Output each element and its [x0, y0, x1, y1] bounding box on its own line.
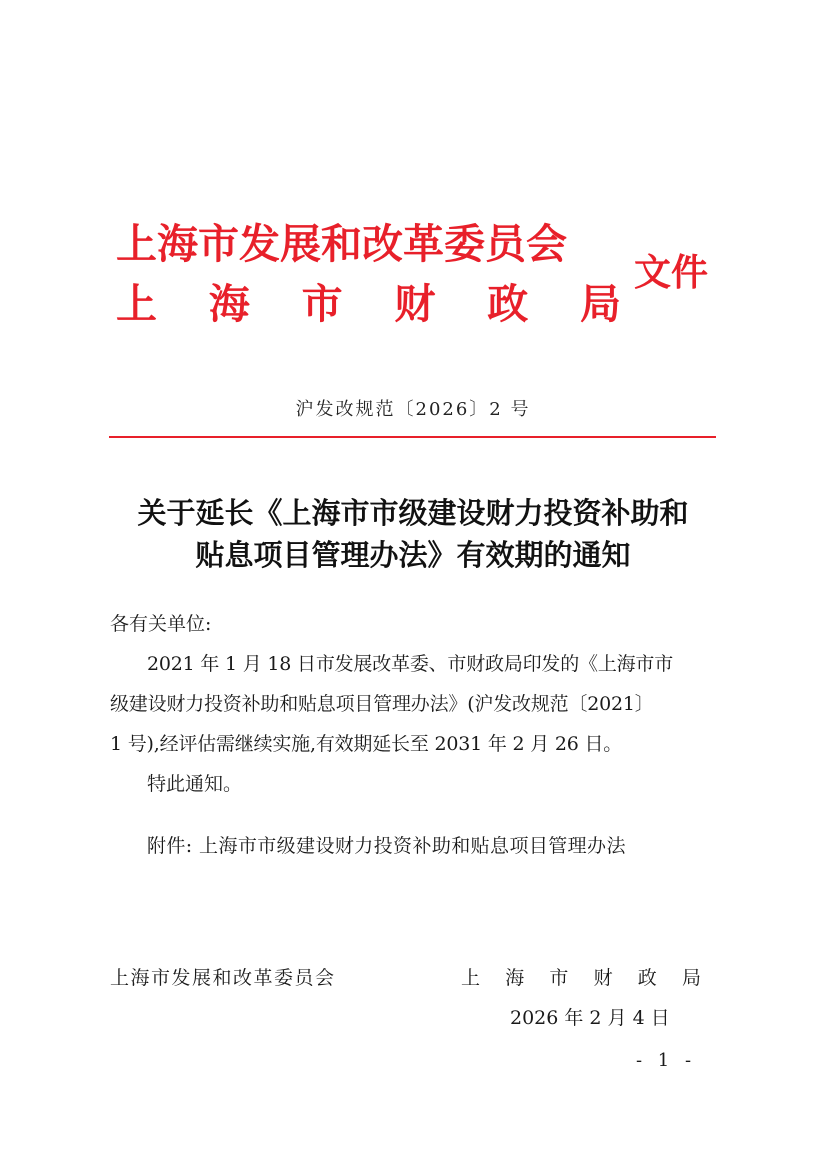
signature-char: 财 [593, 967, 613, 989]
letterhead-char: 财 [394, 280, 436, 328]
document-number: 沪发改规范〔2026〕2 号 [295, 399, 531, 420]
letterhead-doc-type: 文件 [634, 250, 708, 294]
body-paragraph-line: 级建设财力投资补助和贴息项目管理办法》(沪发改规范〔2021〕 [110, 693, 654, 715]
letterhead-char: 政 [487, 280, 529, 328]
signature-char: 海 [505, 967, 525, 989]
document-title-line2: 贴息项目管理办法》有效期的通知 [195, 538, 631, 572]
signature-char: 市 [549, 967, 569, 989]
signature-org-right [461, 965, 701, 991]
letterhead-char: 局 [579, 280, 621, 328]
attachment-line: 附件: 上海市市级建设财力投资补助和贴息项目管理办法 [147, 835, 626, 857]
closing-remark: 特此通知。 [147, 773, 243, 795]
body-paragraph-line: 2021 年 1 月 18 日市发展改革委、市财政局印发的《上海市市 [147, 653, 674, 675]
signature-char: 局 [681, 967, 701, 989]
body-paragraph-line: 1 号),经评估需继续实施,有效期延长至 2031 年 2 月 26 日。 [110, 733, 623, 755]
page-number: - 1 - [636, 1050, 697, 1071]
signature-org-left: 上海市发展和改革委员会 [110, 967, 336, 989]
letterhead-char: 上 [116, 280, 157, 328]
letterhead-char: 海 [208, 280, 250, 328]
letterhead-org-line1: 上海市发展和改革委员会 [116, 220, 567, 268]
document-title-line1: 关于延长《上海市市级建设财力投资补助和 [137, 496, 689, 530]
signature-char: 上 [461, 967, 481, 989]
red-divider [109, 436, 716, 438]
letterhead-org-line2 [116, 276, 621, 332]
letterhead-char: 市 [301, 280, 343, 328]
signature-char: 政 [637, 967, 657, 989]
addressee: 各有关单位: [110, 613, 212, 635]
signature-date: 2026 年 2 月 4 日 [510, 1007, 670, 1029]
